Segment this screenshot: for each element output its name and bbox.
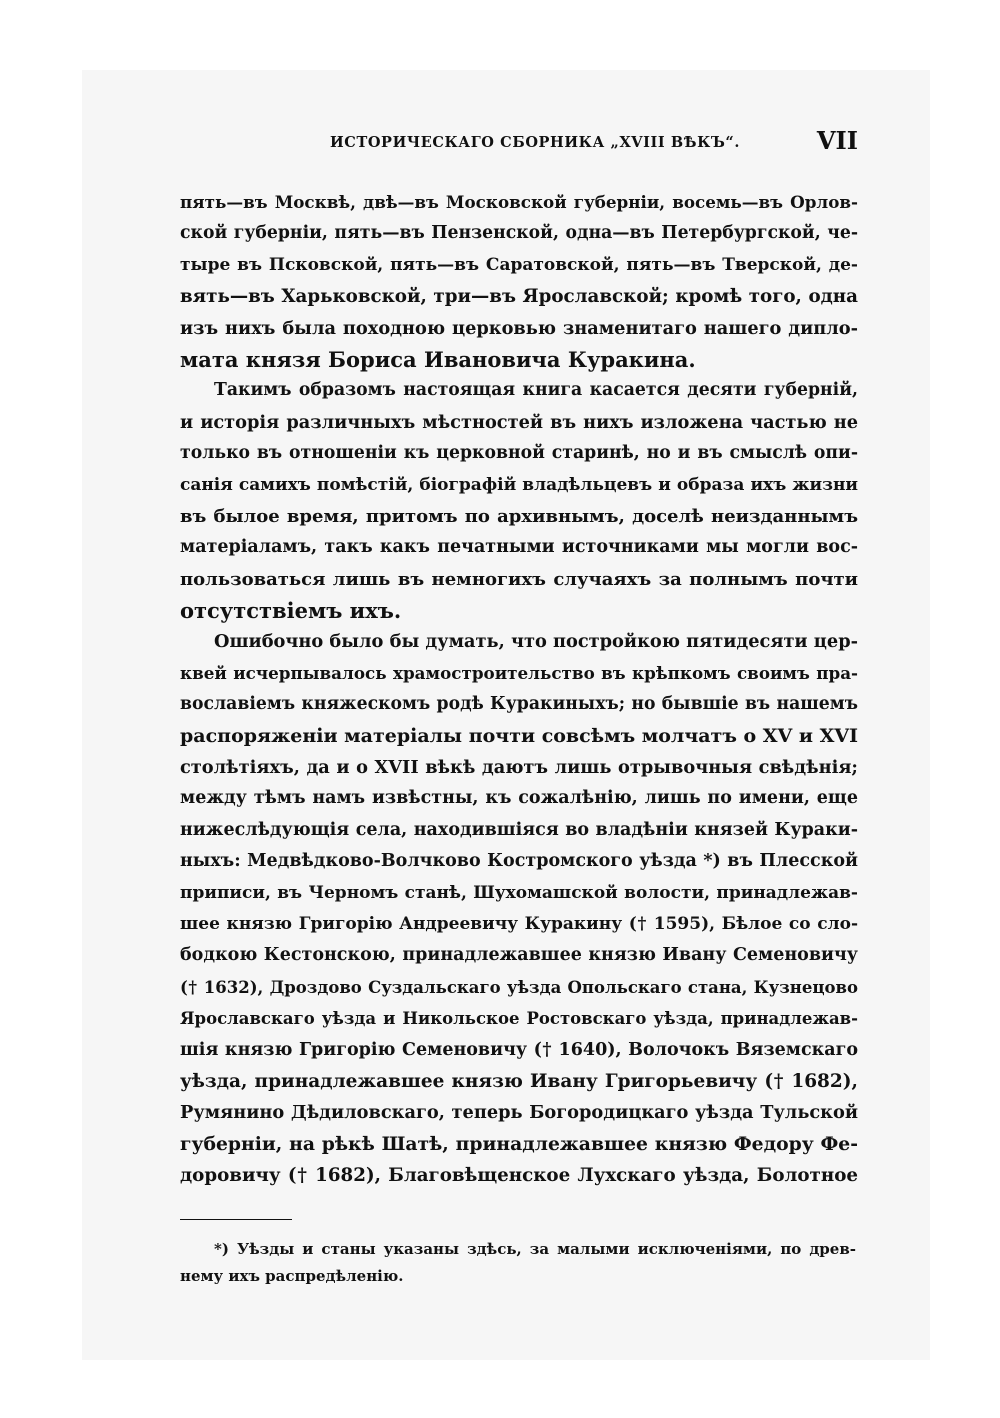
text-line: пользоваться лишь въ немногихъ случаяхъ за полнымъ почти <box>180 568 858 590</box>
text-line: нижеслѣдующія села, находившіяся во владѣніи князей Кураки- <box>180 819 858 840</box>
text-line: Ярославскаго уѣзда и Никольское Ростовскаго уѣзда, принадлежав- <box>180 1009 858 1029</box>
text-line: уѣзда, принадлежавшее князю Ивану Григорьевичу († 1682), <box>180 1070 858 1092</box>
text-line: вославіемъ княжескомъ родѣ Куракиныхъ; но бывшіе въ нашемъ <box>180 694 858 715</box>
text-line: шія князю Григорію Семеновичу († 1640), Волочокъ Вяземскаго <box>180 1039 858 1060</box>
text-line: столѣтіяхъ, да и о XVII вѣкѣ даютъ лишь отрывочныя свѣдѣнія; <box>180 757 858 779</box>
text-line: вять—въ Харьковской, три—въ Ярославской; кромѣ того, одна <box>180 286 858 308</box>
text-line: пять—въ Москвѣ, двѣ—въ Московской губерніи, восемь—въ Орлов- <box>180 192 858 212</box>
text-line: только въ отношеніи къ церковной старинѣ, но и въ смыслѣ опи- <box>180 443 858 464</box>
text-line: мата князя Бориса Ивановича Куракина. <box>180 346 696 372</box>
page-header <box>180 126 860 162</box>
paragraph <box>180 187 858 375</box>
text-line: санія самихъ помѣстій, біографій владѣльцевъ и образа ихъ жизни <box>180 474 858 495</box>
paragraph <box>180 626 858 1191</box>
text-line: шее князю Григорію Андреевичу Куракину († 1595), Бѣлое со сло- <box>180 913 858 934</box>
body-text <box>180 187 858 1192</box>
text-line: Такимъ образомъ настоящая книга касается десяти губерній, <box>214 380 858 401</box>
text-line: бодкою Кестонскою, принадлежавшее князю Ивану Семеновичу <box>180 945 858 966</box>
footnote-rule <box>180 1219 292 1220</box>
text-line: († 1632), Дроздово Суздальскаго уѣзда Опольскаго стана, Кузнецово <box>180 977 858 997</box>
text-line: Ошибочно было бы думать, что постройкою пятидесяти цер- <box>214 631 858 653</box>
text-line: отсутствіемъ ихъ. <box>180 598 402 624</box>
paragraph <box>180 375 858 626</box>
text-line: и исторія различныхъ мѣстностей въ нихъ изложена частью не <box>180 411 858 433</box>
text-line: ныхъ: Медвѣдково-Волчково Костромского уѣзда *) въ Плесской <box>180 851 858 872</box>
text-line: между тѣмъ намъ извѣстны, къ сожалѣнію, лишь по имени, еще <box>180 788 858 809</box>
text-line: квей исчерпывалось храмостроительство въ крѣпкомъ своимъ пра- <box>180 662 858 683</box>
page-number: VII <box>816 126 858 155</box>
text-line: матеріаламъ, такъ какъ печатными источниками мы могли вос- <box>180 537 858 558</box>
footnote-line: *) Уѣзды и станы указаны здѣсь, за малыми исключеніями, по древ- <box>214 1240 856 1258</box>
text-line: распоряженіи матеріалы почти совсѣмъ молчатъ о XV и XVI <box>180 724 858 747</box>
text-line: Румянино Дѣдиловскаго, теперь Богородицкаго уѣзда Тульской <box>180 1102 858 1124</box>
text-line: губерніи, на рѣкѣ Шатѣ, принадлежавшее князю Федору Фе- <box>180 1132 858 1155</box>
text-line: доровичу († 1682), Благовѣщенское Лухскаго уѣзда, Болотное <box>180 1165 858 1187</box>
text-line: приписи, въ Черномъ станѣ, Шухомашской волости, принадлежав- <box>180 882 858 903</box>
text-line: ской губерніи, пять—въ Пензенской, одна—въ Петербургской, че- <box>180 223 858 244</box>
footnote <box>180 1236 856 1290</box>
text-line: тыре въ Псковской, пять—въ Саратовской, пять—въ Тверской, де- <box>180 254 858 275</box>
footnote-line: нему ихъ распредѣленію. <box>180 1267 404 1285</box>
running-title: ИСТОРИЧЕСКАГО СБОРНИКА „XVIII ВѢКЪ“. <box>330 134 741 151</box>
text-line: изъ нихъ была походною церковью знаменитаго нашего дипло- <box>180 317 858 339</box>
text-line: въ былое время, притомъ по архивнымъ, доселѣ неизданнымъ <box>180 505 858 527</box>
